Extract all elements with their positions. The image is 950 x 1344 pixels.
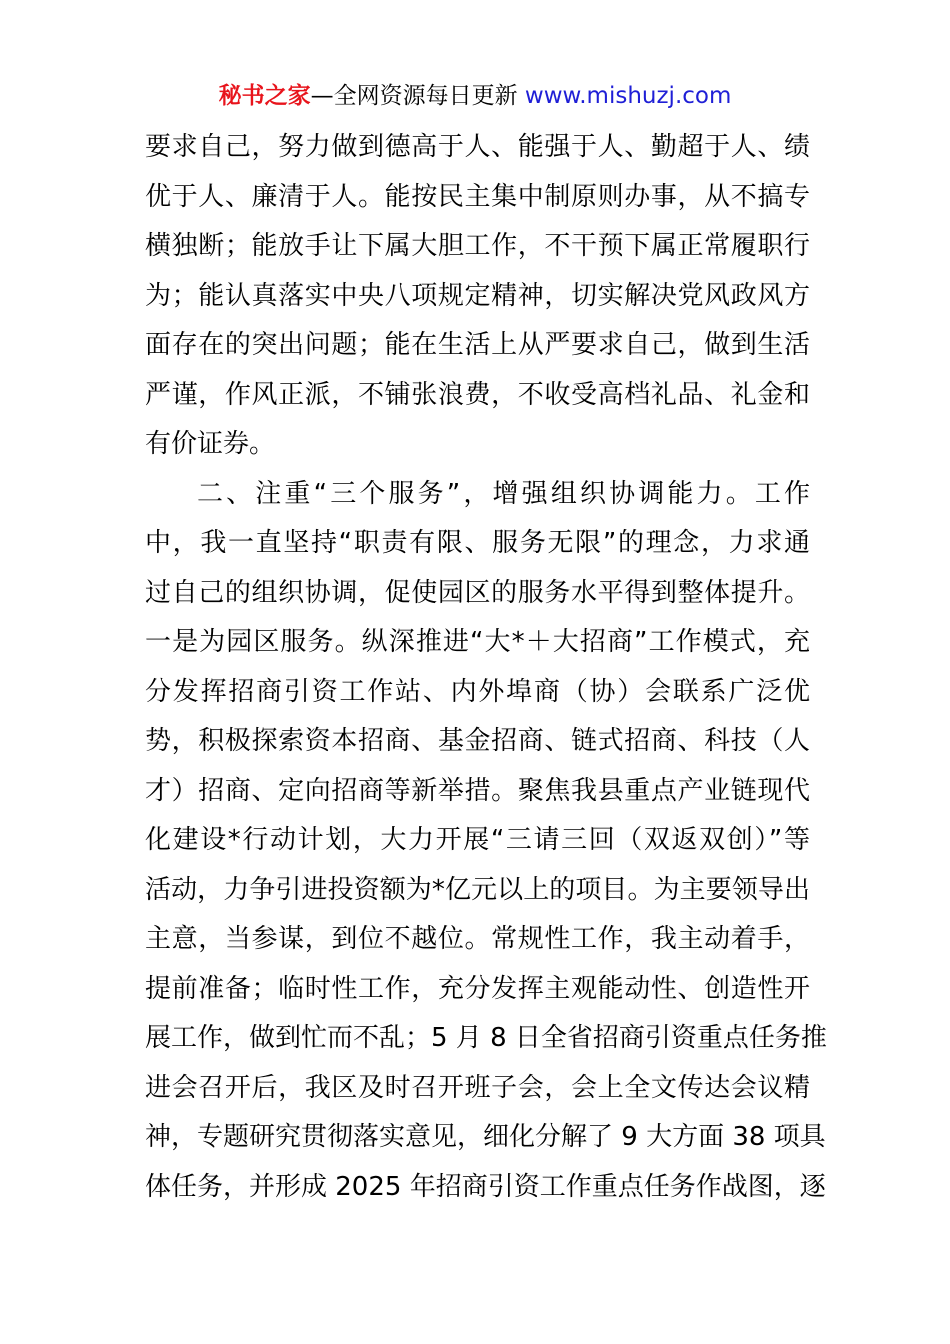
body-line: 横独断；能放手让下属大胆工作，不干预下属正常履职行 — [145, 231, 810, 261]
site-tagline: —全网资源每日更新 — [310, 83, 525, 109]
body-line: 过自己的组织协调，促使园区的服务水平得到整体提升。 — [145, 577, 810, 608]
site-url-link[interactable]: www.mishuzj.com — [524, 83, 732, 109]
body-line: 体任务，并形成 2025 年招商引资工作重点任务作战图，逐 — [145, 1171, 826, 1202]
body-line: 提前准备；临时性工作，充分发挥主观能动性、创造性开 — [145, 973, 810, 1004]
body-line: 优于人、廉清于人。能按民主集中制原则办事，从不搞专 — [145, 181, 810, 212]
body-line: 中，我一直坚持“职责有限、服务无限”的理念，力求通 — [145, 528, 810, 558]
body-line: 化建设*行动计划，大力开展“三请三回（双返双创）”等 — [145, 825, 810, 855]
body-line: 展工作，做到忙而不乱；5 月 8 日全省招商引资重点任务推 — [145, 1023, 827, 1053]
body-line: 活动，力争引进投资额为*亿元以上的项目。为主要领导出 — [145, 874, 810, 905]
body-line: 分发挥招商引资工作站、内外埠商（协）会联系广泛优 — [145, 676, 810, 707]
document-body — [145, 123, 827, 1212]
body-line: 势，积极探索资本招商、基金招商、链式招商、科技（人 — [145, 726, 810, 756]
body-line: 为；能认真落实中央八项规定精神，切实解决党风政风方 — [145, 280, 810, 311]
body-line: 主意，当参谋，到位不越位。常规性工作，我主动着手， — [145, 924, 810, 954]
body-line: 进会召开后，我区及时召开班子会，会上全文传达会议精 — [145, 1072, 810, 1103]
body-line: 要求自己，努力做到德高于人、能强于人、勤超于人、绩 — [145, 132, 810, 162]
section-heading-line: 二、注重“三个服务”，增强组织协调能力。工作 — [197, 478, 810, 509]
body-line: 一是为园区服务。纵深推进“大*＋大招商”工作模式，充 — [145, 627, 810, 657]
body-line: 面存在的突出问题；能在生活上从严要求自己，做到生活 — [145, 330, 810, 360]
body-line: 有价证券。 — [145, 429, 276, 459]
site-header — [0, 80, 950, 112]
site-brand: 秘书之家 — [218, 83, 311, 109]
body-line: 神，专题研究贯彻落实意见，细化分解了 9 大方面 38 项具 — [145, 1122, 826, 1152]
body-line: 才）招商、定向招商等新举措。聚焦我县重点产业链现代 — [145, 775, 810, 806]
body-line: 严谨，作风正派，不铺张浪费，不收受高档礼品、礼金和 — [145, 379, 810, 410]
